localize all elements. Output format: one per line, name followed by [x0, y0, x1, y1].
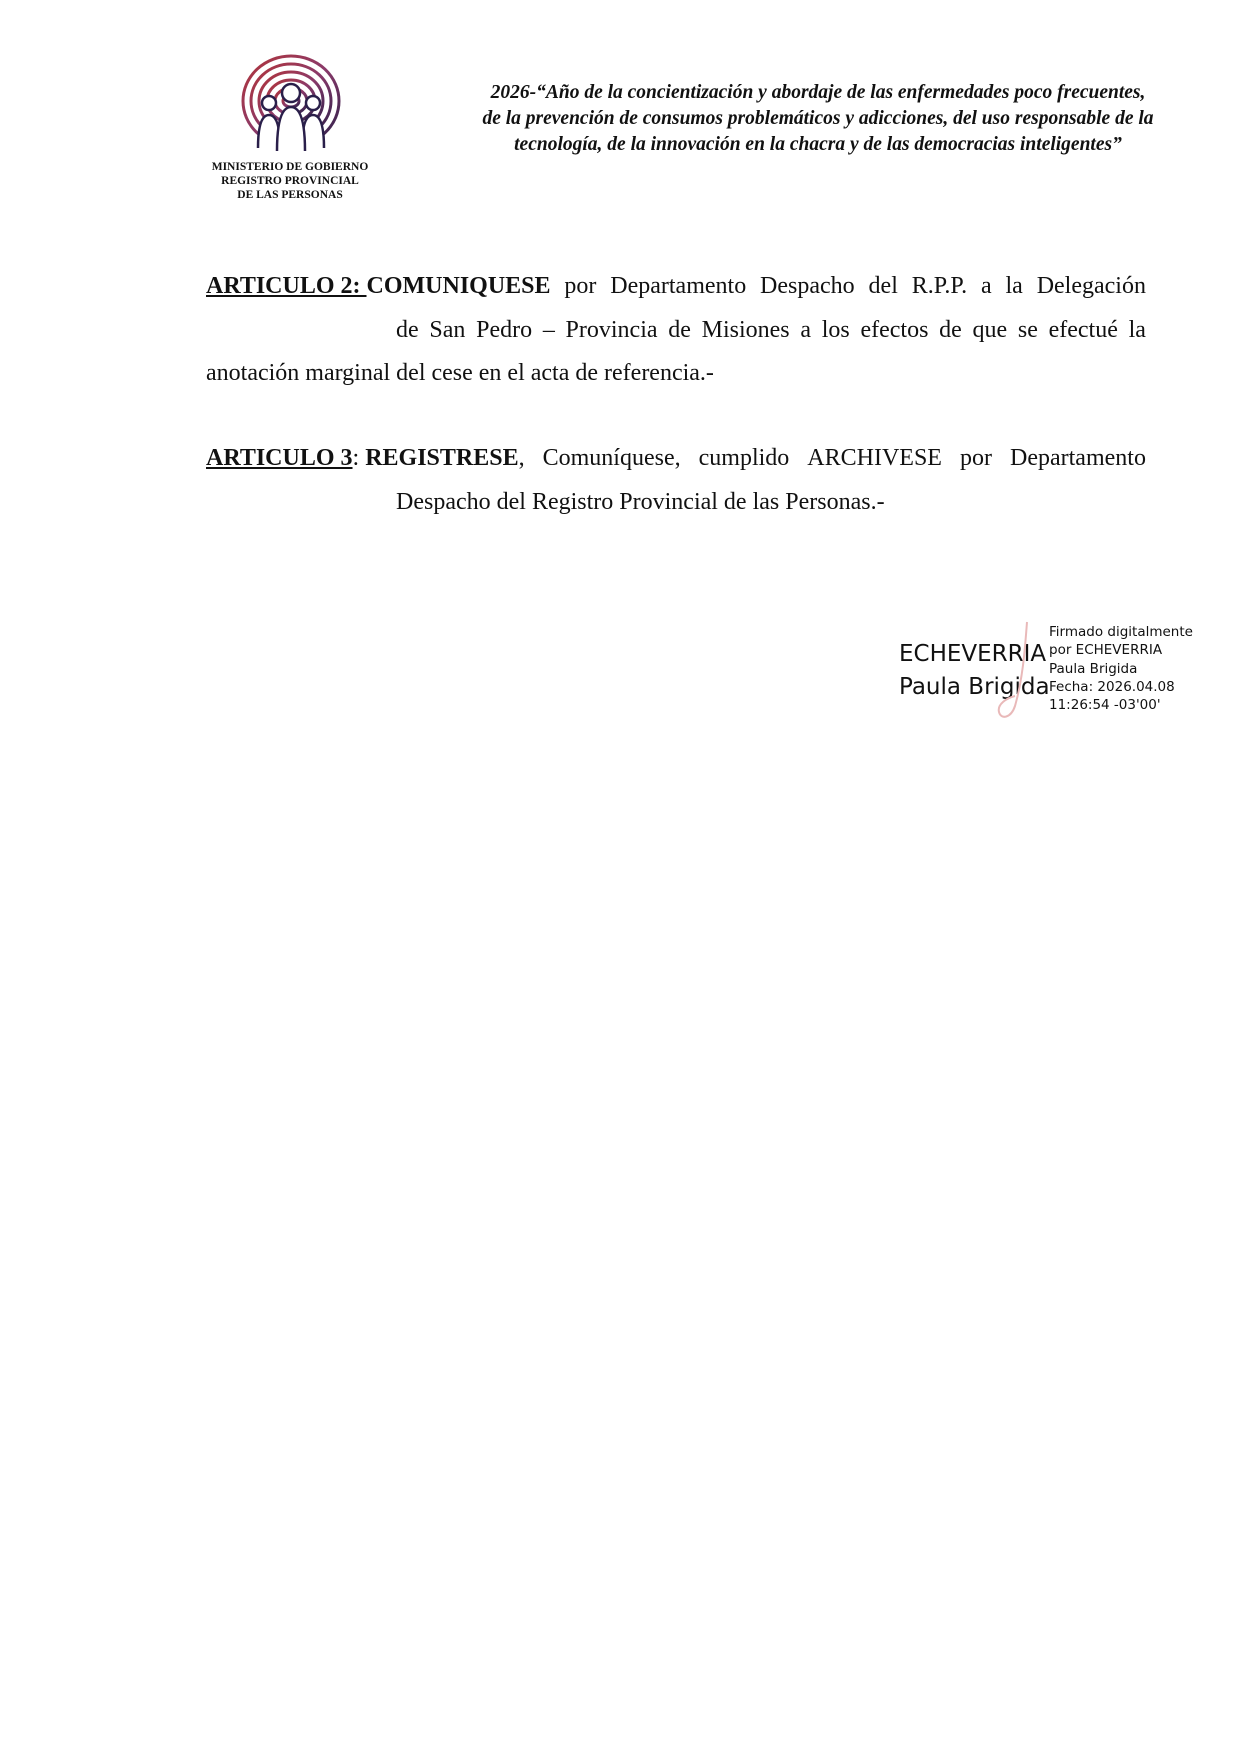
- signature-time: 11:26:54 -03'00': [1049, 697, 1161, 714]
- word: Pedro: [476, 317, 533, 343]
- word: los: [821, 317, 850, 343]
- motto-line-3: tecnología, de la innovación en la chacra y de las democracias inteligentes”: [514, 134, 1122, 155]
- signature-mark-icon: [985, 618, 1045, 722]
- signer-surname: ECHEVERRIA: [899, 641, 1047, 667]
- article-3-verb: REGISTRESE: [365, 445, 519, 471]
- word: de: [396, 317, 419, 343]
- article-3-label: ARTICULO 3: [206, 445, 353, 471]
- word: la: [1005, 273, 1023, 299]
- word: Despacho: [760, 273, 855, 299]
- word: del: [868, 273, 898, 299]
- year-motto: [448, 80, 1188, 158]
- article-2-line-2: [396, 315, 1146, 345]
- article-3-colon: :: [352, 445, 360, 471]
- ministry-line-1: MINISTERIO DE GOBIERNO: [211, 161, 369, 173]
- word: R.P.P.: [911, 273, 968, 299]
- article-3-line-1: [206, 443, 1146, 473]
- motto-line-1: 2026-“Año de la concientización y abordaje de las enfermedades poco frecuentes,: [490, 82, 1146, 103]
- fingerprint-people-logo: [239, 53, 343, 155]
- word: –: [542, 317, 555, 343]
- signature-detail-line: Firmado digitalmente: [1049, 624, 1193, 640]
- word: de: [939, 317, 962, 343]
- word: que: [972, 317, 1008, 343]
- word: Delegación: [1036, 273, 1146, 299]
- article-2-line-1: [206, 271, 1146, 301]
- word: por: [564, 273, 597, 299]
- word: cumplido: [698, 445, 790, 471]
- word: Provincia: [565, 317, 658, 343]
- word: Departamento: [1010, 445, 1146, 471]
- signature-detail-line: por ECHEVERRIA: [1049, 642, 1163, 659]
- word: se: [1017, 317, 1038, 343]
- word: la: [1128, 317, 1146, 343]
- article-3-line-2: Despacho del Registro Provincial de las Personas.-: [396, 489, 885, 515]
- word: efectos: [860, 317, 929, 343]
- ministry-name: [190, 160, 390, 202]
- signature-date: Fecha: 2026.04.08: [1049, 678, 1175, 695]
- word: a: [800, 317, 811, 343]
- word: de: [668, 317, 691, 343]
- article-2-line-3: anotación marginal del cese en el acta de referencia.-: [206, 360, 714, 386]
- signature-detail-line: Paula Brigida: [1049, 660, 1138, 677]
- ministry-line-2: REGISTRO PROVINCIAL: [221, 175, 359, 187]
- article-2-label: ARTICULO 2:: [206, 273, 367, 299]
- article-2-verb: COMUNIQUESE: [366, 273, 551, 299]
- motto-line-2: de la prevención de consumos problemáticos y adicciones, del uso responsable de la: [482, 108, 1154, 129]
- word: San: [429, 317, 466, 343]
- word: a: [980, 273, 992, 299]
- article-3-comma: ,: [518, 445, 525, 471]
- ministry-line-3: DE LAS PERSONAS: [237, 189, 343, 201]
- word: Comuníquese,: [542, 445, 681, 471]
- signer-given-names: Paula Brigida: [899, 674, 1050, 700]
- word: Departamento: [610, 273, 747, 299]
- signature-details: [1049, 623, 1193, 714]
- word: por: [959, 445, 992, 471]
- word: efectué: [1048, 317, 1118, 343]
- word: ARCHIVESE: [807, 445, 942, 471]
- word: Misiones: [701, 317, 790, 343]
